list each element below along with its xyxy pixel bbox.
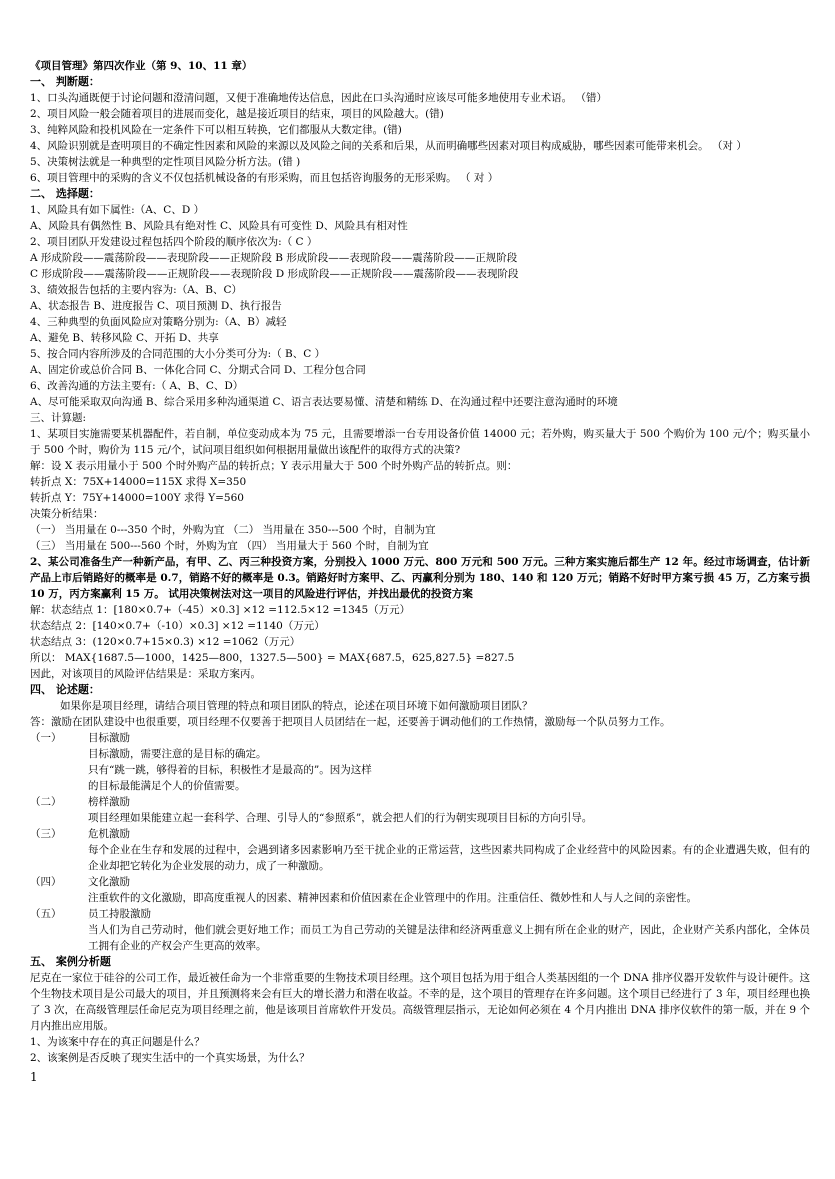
calc-answer-line: 状态结点 3：(120×0.7+15×0.3) ×12 =1062（万元）: [30, 636, 301, 648]
calc-answer-line: 所以： MAX{1687.5—1000，1425—800，1327.5—500} = MAX{687.5，625,827.5} =827.5: [30, 652, 515, 664]
page-number: 1: [30, 1070, 38, 1084]
calc-question-1: 1、某项目实施需要某机器配件，若自制，单位变动成本为 75 元，且需要增添一台专用设备价值 14000 元；若外购，购买量大于 500 个购价为 100 元/个；购买量小于 500 个时，购价为 115 元/个，试问项目组织如何根据用量做出该配件的取得方式的决策?: [30, 428, 810, 456]
essay-point-heading: [30, 874, 810, 890]
section-heading-choice: 二、 选择题：: [30, 187, 100, 200]
calc-answer-line: 转折点 X：75X+14000=115X 求得 X=350: [30, 476, 247, 488]
choice-question: 4、三种典型的负面风险应对策略分别为:（A、B）减轻: [30, 316, 287, 328]
essay-point-heading: [30, 906, 810, 922]
calc-question-2: 2、某公司准备生产一种新产品，有甲、乙、丙三种投资方案，分别投入 1000 万元、800 万元和 500 万元。三种方案实施后都生产 12 年。经过市场调查，估计新产品上市后销路好的概率是 0.7，销路不好的概率是 0.3。销路好时方案甲、乙、丙赢利分别为 180、140 和 120 万元；销路不好时甲方案亏损 45 万，乙方案亏损 10 万，丙方案赢利 15 万。 试用决策树法对这一项目的风险进行评估，并找出最优的投资方案: [30, 556, 810, 600]
judgment-item: 1、口头沟通既便于讨论问题和澄清问题，又便于准确地传达信息，因此在口头沟通时应该尽可能多地使用专业术语。 （错）: [30, 92, 608, 104]
essay-point-number: （三）: [30, 828, 62, 840]
calc-answer-line: 因此，对该项目的风险评估结果是：采取方案丙。: [30, 668, 261, 680]
essay-point-body: 项目经理如果能建立起一套科学、合理、引导人的“参照系”，就会把人们的行为朝实现项目目标的方向引导。: [88, 812, 593, 824]
document-title: 《项目管理》第四次作业（第 9、10、11 章）: [30, 60, 253, 72]
essay-point-number: （一）: [30, 732, 62, 744]
choice-options: A 形成阶段——震荡阶段——表现阶段——正规阶段 B 形成阶段——表现阶段——震荡阶段——正规阶段: [30, 252, 518, 264]
essay-point-heading: [30, 794, 810, 810]
calc-answer-line: 解：设 X 表示用量小于 500 个时外购产品的转折点；Y 表示用量大于 500 个时外购产品的转折点。则：: [30, 460, 518, 472]
calc-answer-line: 转折点 Y：75Y+14000=100Y 求得 Y=560: [30, 492, 244, 504]
calc-answer-line: 状态结点 2：[140×0.7+（-10）×0.3] ×12 =1140（万元）: [30, 620, 325, 632]
judgment-item: 6、项目管理中的采购的含义不仅包括机械设备的有形采购，而且包括咨询服务的无形采购。 （ 对 ）: [30, 172, 499, 184]
essay-point-number: （五）: [30, 908, 62, 920]
essay-point-body: 只有“跳一跳，够得着的目标，积极性才是最高的”。因为这样: [88, 764, 372, 776]
choice-question: 1、风险具有如下属性:（A、C、D ）: [30, 204, 205, 216]
judgment-item: 5、决策树法就是一种典型的定性项目风险分析方法。(错 ): [30, 156, 301, 168]
essay-point-title: 文化激励: [88, 876, 130, 888]
essay-point-body: 每个企业在生存和发展的过程中，会遇到诸多因素影响乃至干扰企业的正常运营，这些因素共同构成了企业经营中的风险因素。有的企业遭遇失败，但有的企业却把它转化为企业发展的动力，成了一种激励。: [88, 844, 810, 872]
case-paragraph: 尼克在一家位于硅谷的公司工作，最近被任命为一个非常重要的生物技术项目经理。这个项目包括为用于组合人类基因组的一个 DNA 排序仪器开发软件与设计硬件。这个生物技术项目是公司最大的项目，并且预测将来会有巨大的增长潜力和潜在收益。不幸的是，这个项目的管理存在许多问题。这个项目已经进行了 3 年，项目经理也换了 3 次，在高级管理层任命尼克为项目经理之前，他是该项目首席软件开发员。高级管理层指示，无论如何必须在 4 个月内推出 DNA 排序仪软件的第一版，并在 9 个月内推出应用版。: [30, 972, 810, 1032]
choice-options: A、固定价或总价合同 B、一体化合同 C、分期式合同 D、工程分包合同: [30, 364, 366, 376]
essay-point-body: 的目标最能满足个人的价值需要。: [88, 780, 246, 792]
choice-question: 6、改善沟通的方法主要有:（ A、B、C、D）: [30, 380, 244, 392]
case-question: 2、该案例是否反映了现实生活中的一个真实场景，为什么？: [30, 1052, 310, 1064]
essay-question: 如果你是项目经理，请结合项目管理的特点和项目团队的特点，论述在项目环境下如何激励项目团队？: [60, 700, 533, 712]
calc-answer-line: 决策分析结果：: [30, 508, 104, 520]
section-heading-judgment: 一、 判断题：: [30, 75, 100, 88]
section-heading-calculation: 三、计算题:: [30, 412, 87, 424]
essay-point-heading: [30, 826, 810, 842]
essay-point-title: 榜样激励: [88, 796, 130, 808]
calc-answer-line: 解：状态结点 1：[180×0.7+（-45）×0.3] ×12 =112.5×12 =1345（万元）: [30, 604, 411, 616]
calc-answer-line: （三） 当用量在 500---560 个时，外购为宜 （四） 当用量大于 560 个时，自制为宜: [30, 540, 429, 552]
essay-point-number: （四）: [30, 876, 62, 888]
choice-question: 5、按合同内容所涉及的合同范围的大小分类可分为:（ B、C ）: [30, 348, 326, 360]
section-heading-case: 五、 案例分析题: [30, 955, 111, 968]
essay-point-body: 注重软件的文化激励，即高度重视人的因素、精神因素和价值因素在企业管理中的作用。注重信任、微妙性和人与人之间的亲密性。: [88, 892, 697, 904]
essay-point-title: 危机激励: [88, 828, 130, 840]
calc-answer-line: （一） 当用量在 0---350 个时，外购为宜 （二） 当用量在 350---500 个时，自制为宜: [30, 524, 436, 536]
judgment-item: 3、纯粹风险和投机风险在一定条件下可以相互转换，它们都服从大数定律。(错): [30, 124, 402, 136]
judgment-item: 2、项目风险一般会随着项目的进展而变化，越是接近项目的结束，项目的风险越大。(错): [30, 108, 444, 120]
essay-point-body: 目标激励，需要注意的是目标的确定。: [88, 748, 267, 760]
essay-point-number: （二）: [30, 796, 62, 808]
essay-point-body: 当人们为自己劳动时，他们就会更好地工作；而员工为自己劳动的关键是法律和经济两重意义上拥有所在企业的财产，因此，企业财产关系内部化，全体员工拥有企业的产权会产生更高的效率。: [88, 924, 810, 952]
essay-answer-intro: 答：激励在团队建设中也很重要，项目经理不仅要善于把项目人员团结在一起，还要善于调动他们的工作热情，激励每一个队员努力工作。: [30, 716, 671, 728]
essay-point-title: 目标激励: [88, 732, 130, 744]
document: [30, 58, 810, 1066]
case-question: 1、为该案中存在的真正问题是什么？: [30, 1036, 205, 1048]
choice-options: A、状态报告 B、进度报告 C、项目预测 D、执行报告: [30, 300, 282, 312]
choice-options: A、风险具有偶然性 B、风险具有绝对性 C、风险具有可变性 D、风险具有相对性: [30, 220, 408, 232]
choice-options: C 形成阶段——震荡阶段——正规阶段——表现阶段 D 形成阶段——正规阶段——震荡阶段——表现阶段: [30, 268, 519, 280]
essay-point-title: 员工持股激励: [88, 908, 151, 920]
section-heading-essay: 四、 论述题：: [30, 683, 100, 696]
choice-question: 2、项目团队开发建设过程包括四个阶段的顺序依次为:（ C ）: [30, 236, 318, 248]
essay-point-heading: [30, 730, 810, 746]
choice-question: 3、绩效报告包括的主要内容为:（A、B、C）: [30, 284, 243, 296]
choice-options: A、避免 B、转移风险 C、开拓 D、共享: [30, 332, 219, 344]
choice-options: A、尽可能采取双向沟通 B、综合采用多种沟通渠道 C、语言表达要易懂、清楚和精练 D、在沟通过程中还要注意沟通时的环境: [30, 396, 618, 408]
judgment-item: 4、风险识别就是查明项目的不确定性因素和风险的来源以及风险之间的关系和后果，从而明确哪些因素对项目构成威胁，哪些因素可能带来机会。 （对 ）: [30, 140, 747, 152]
